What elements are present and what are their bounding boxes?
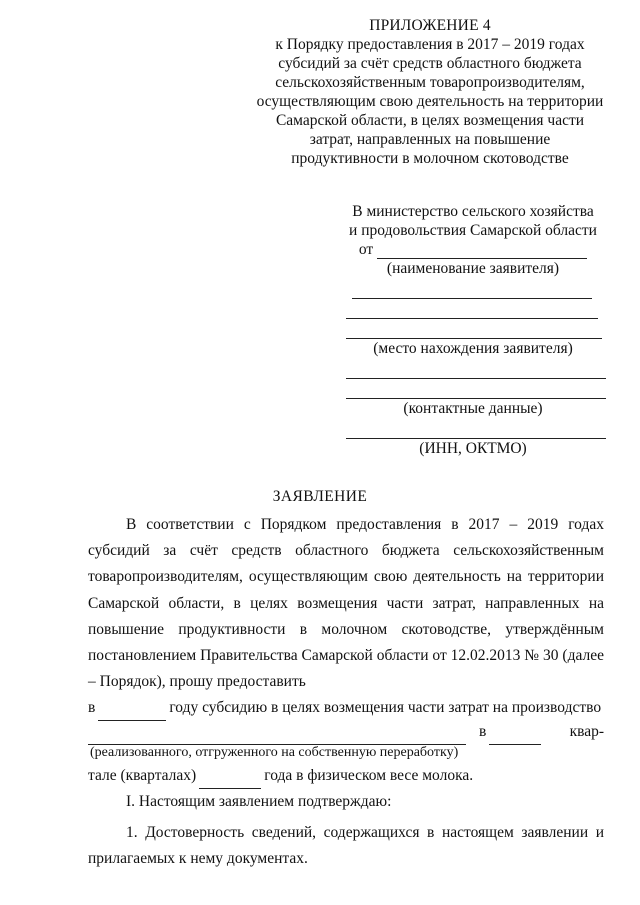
caption-contacts: (контактные данные)	[403, 400, 543, 417]
milk-type-row	[88, 721, 604, 745]
list-item: 1. Достоверность сведений, содержащихся в настоящем заявлении и прилагаемых к нему документах.	[88, 823, 604, 867]
row-text: в	[88, 699, 96, 717]
from-label: от	[358, 241, 374, 258]
appendix-line: субсидий за счёт средств областного бюджета	[278, 55, 582, 72]
location-field[interactable]	[346, 319, 602, 339]
blank-line[interactable]	[346, 299, 598, 319]
blank-line[interactable]	[346, 359, 606, 379]
blank-line[interactable]	[352, 279, 592, 299]
appendix-line: Самарской области, в целях возмещения части	[275, 112, 585, 129]
addressee-block	[340, 202, 606, 459]
from-row	[340, 240, 606, 259]
document-body	[88, 512, 604, 872]
row-text: году субсидию в целях возмещения части затрат на производство	[169, 699, 602, 717]
row-text: года в физическом весе молока.	[264, 767, 474, 785]
caption-inn: (ИНН, ОКТМО)	[419, 440, 527, 457]
milk-type-field[interactable]	[88, 727, 466, 745]
appendix-header	[230, 16, 630, 168]
inn-field[interactable]	[346, 419, 606, 439]
quarter-field[interactable]	[199, 771, 261, 789]
section-heading: I. Настоящим заявлением подтверждаю:	[126, 793, 392, 811]
applicant-name-field[interactable]	[377, 244, 587, 259]
quarter-year-field[interactable]	[489, 727, 541, 745]
addressee-line: и продовольствия Самарской области	[349, 222, 597, 239]
year-field[interactable]	[98, 703, 166, 721]
appendix-title: ПРИЛОЖЕНИЕ 4	[369, 17, 491, 34]
year-row	[88, 695, 604, 721]
caption-applicant-name: (наименование заявителя)	[386, 260, 560, 277]
appendix-line: продуктивности в молочном скотоводстве	[291, 150, 569, 167]
quarter-row	[88, 763, 604, 789]
document-title: ЗАЯВЛЕНИЕ	[272, 488, 368, 505]
appendix-line: сельскохозяйственным товаропроизводителям,	[275, 74, 585, 91]
caption-milk-type: (реализованного, отгруженного на собственную переработку)	[90, 745, 459, 761]
row-text: в	[479, 723, 487, 741]
appendix-line: к Порядку предоставления в 2017 – 2019 годах	[275, 36, 585, 53]
row-text: тале (кварталах)	[88, 767, 197, 785]
row-text: квар-	[569, 723, 604, 741]
appendix-line: затрат, направленных на повышение	[309, 131, 551, 148]
contacts-field[interactable]	[346, 379, 606, 399]
paragraph-main: В соответствии с Порядком предоставления в 2017 – 2019 годах субсидий за счёт средств областного бюджета сельскохозяйственным товаропроизводителям, осуществляющим свою деятельность на территории Самарской области, в целях возмещения части затрат, направленных на повышение продуктивности в молочном скотоводстве, утверждённым постановлением Правительства Самарской области от 12.02.2013 № 30 (далее – Порядок), прошу предоставить	[88, 516, 604, 691]
appendix-line: осуществляющим свою деятельность на территории	[256, 93, 604, 110]
caption-location: (место нахождения заявителя)	[373, 340, 573, 357]
addressee-line: В министерство сельского хозяйства	[352, 203, 594, 220]
